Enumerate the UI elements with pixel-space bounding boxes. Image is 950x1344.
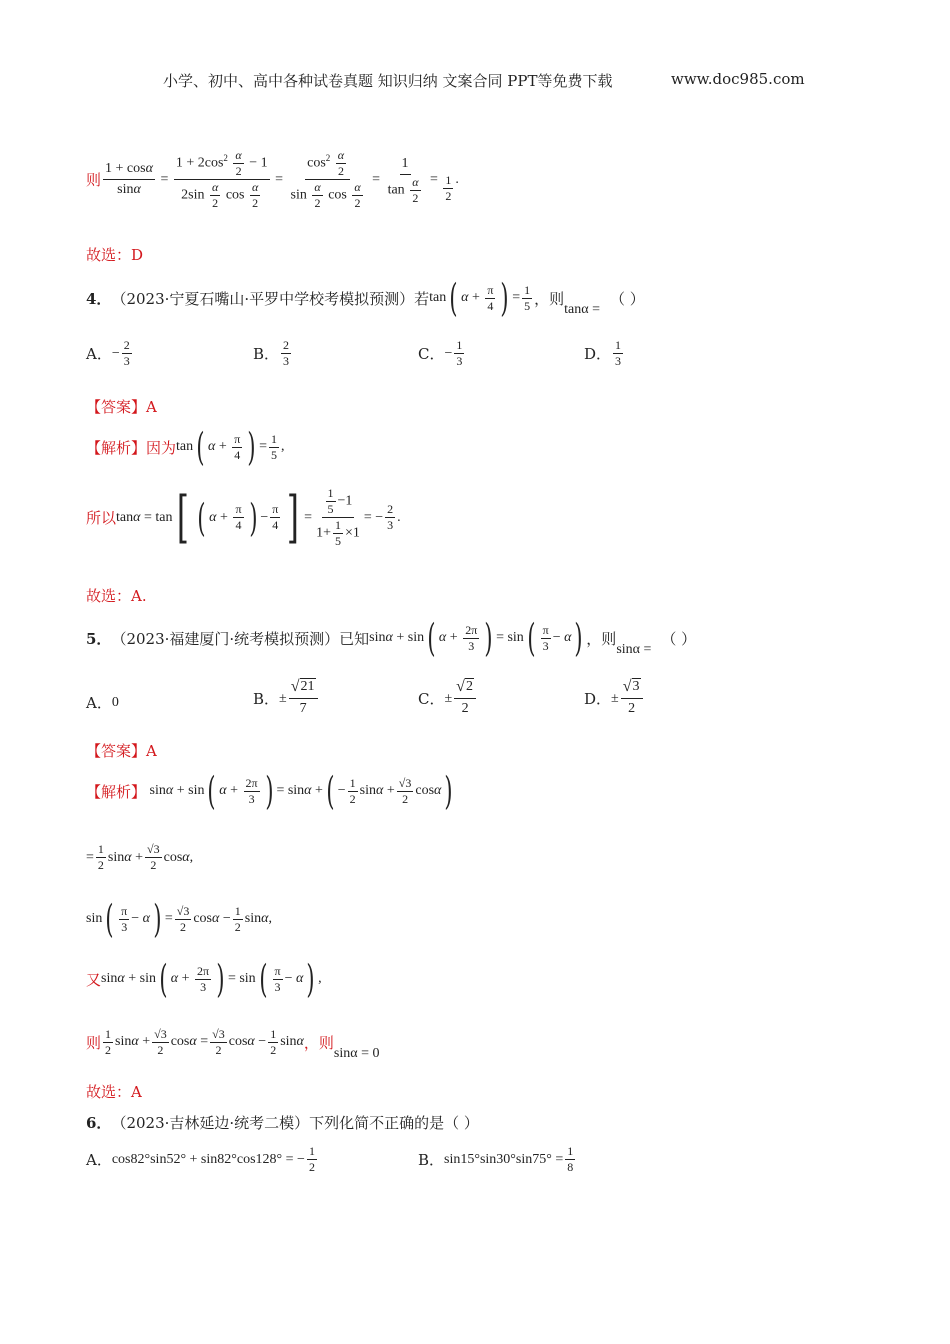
q5-source: （2023·福建厦门·统考模拟预测）已知 (111, 629, 370, 648)
option-num: 1 (567, 1144, 574, 1158)
q5-analysis-line1: 【解析】 sinα + sin ( α + $\frac{2\pi}{3}$ ) = sinα + ( − $\frac{1}{2}$ sinα + $\frac{√3}{2}$ cosα ) (86, 769, 453, 813)
option-pm: ± (279, 690, 287, 706)
answer-tag: 【答案】 (86, 742, 147, 760)
q4-option-a[interactable] (86, 338, 134, 369)
q5-analysis-line5: 则 $\frac{1}{2}$ sinα + $\frac{√3}{2}$ cosα = $\frac{√3}{2}$ cosα − $\frac{1}{2}$ sinα ，则 sinα = 0 (86, 1026, 380, 1061)
q5-choice: 故选：A (86, 1083, 142, 1101)
option-label: B． (253, 345, 280, 363)
q5-number: 5． (86, 629, 112, 648)
option-label: D． (584, 345, 612, 363)
intro-ze: 则 (86, 171, 102, 189)
q4-answer (86, 396, 157, 417)
option-den: 2 (308, 1160, 315, 1174)
q4-choice: 故选：A. (86, 587, 147, 605)
intro-result-den: 2 (445, 189, 452, 203)
q6-source: （2023·吉林延边·统考二模）下列化简不正确的是（ ） (111, 1114, 479, 1132)
option-den: 8 (567, 1160, 574, 1174)
q4-ask: tanα = (564, 302, 601, 317)
option-rad: 2 (465, 679, 473, 694)
option-num: 1 (615, 338, 622, 352)
q5-stem: 5． （2023·福建厦门·统考模拟预测）已知 sinα + sin ( α + $\frac{2\pi}{3}$ ) = sin ( $\frac{\pi}{3}$ − α ) ，则 sinα = （ ） (86, 616, 697, 660)
option-rad: 21 (300, 679, 315, 694)
q5-analysis-line2: = $\frac{1}{2}$ sinα + $\frac{√3}{2}$ cosα , (86, 842, 194, 872)
option-label: B． (418, 1151, 445, 1169)
q5-then: ，则 (586, 629, 617, 648)
q5-blank: （ ） (661, 629, 697, 648)
analysis-you: 又 (86, 970, 102, 989)
analysis-tag: 【解析】 (86, 782, 147, 801)
analysis-so: 所以 (86, 509, 117, 527)
option-den: 3 (123, 354, 130, 368)
q6-stem (86, 1112, 479, 1133)
option-den: 3 (615, 354, 622, 368)
option-label: D． (584, 690, 612, 708)
q5-analysis-line3: sin ( $\frac{\pi}{3}$ − α ) = $\frac{√3}{2}$ cosα − $\frac{1}{2}$ sinα , (86, 897, 272, 941)
option-sign: − (444, 345, 453, 361)
analysis-tag: 【解析】 (86, 438, 147, 457)
q4-option-c[interactable] (418, 338, 466, 369)
intro-result-num: 1 (445, 173, 452, 187)
answer-value: A (146, 742, 157, 760)
q5-option-a[interactable] (86, 692, 119, 713)
intro-end: . (455, 171, 459, 187)
option-den: 7 (299, 701, 307, 716)
option-sign: − (111, 345, 120, 361)
option-den: 3 (456, 354, 463, 368)
option-label: A． (86, 345, 112, 363)
q5-analysis-line4: 又 sinα + sin ( α + $\frac{2\pi}{3}$ ) = sin ( $\frac{\pi}{3}$ − α ) , (86, 957, 322, 1001)
q4-analysis-line1: 【解析】 因为 tan ( α + $\frac{\pi}{4}$ ) = $\frac{1}{5}$ , (86, 425, 285, 469)
option-num: 1 (456, 338, 463, 352)
header-text: 小学、初中、高中各种试卷真题 知识归纳 文案合同 PPT等免费下载 (163, 72, 613, 90)
option-text: sin15°sin30°sin75° = (444, 1151, 564, 1167)
option-pm: ± (611, 690, 619, 706)
option-label: C． (418, 345, 445, 363)
analysis-ze2: ，则 (303, 1033, 334, 1052)
q4-blank: （ ） (610, 289, 645, 308)
intro-formula: 则 $\frac{1 + \cos\alpha}{\sin\alpha}$ = $1 + 2\cos^2$ $\frac{\alpha}{2}$ − 1 2sin $\frac{\alpha}{2}$ cos $\frac{\alpha}{2}$ = $\cos^2$ $\frac{\alpha}{2}$ sin $\frac{\alpha}{2}$ cos $\frac{\alpha}{2}$ = 1 tan $\frac{\alpha}{2}$ = $\frac{1}{2}$ . (86, 148, 459, 210)
option-text: cos82°sin52° + sin82°cos128° = − (111, 1151, 305, 1167)
option-label: A． (86, 1151, 112, 1169)
answer-tag: 【答案】 (86, 398, 147, 416)
header-url[interactable]: www.doc985.com (671, 70, 805, 88)
q6-number: 6． (86, 1114, 112, 1132)
q6-option-a[interactable] (86, 1144, 319, 1175)
option-label: A． (86, 694, 112, 712)
q4-number: 4． (86, 289, 112, 308)
analysis-final: sinα = 0 (333, 1046, 380, 1061)
option-num: 1 (308, 1144, 315, 1158)
q4-then: ，则 (534, 289, 565, 308)
q3-choice: 故选：D (86, 246, 144, 264)
q4-source: （2023·宁夏石嘴山·平罗中学校考模拟预测）若 (111, 289, 430, 308)
q4-option-b[interactable] (253, 338, 293, 369)
q5-option-d[interactable]: D． ± √ 3 2 (584, 678, 645, 719)
q5-option-c[interactable]: C． ± √ 2 2 (418, 678, 478, 719)
option-den: 2 (628, 701, 636, 716)
q5-ask: sinα = (616, 642, 652, 657)
option-den: 3 (283, 354, 290, 368)
q4-stem: 4． （2023·宁夏石嘴山·平罗中学校考模拟预测）若 tan ( α + $\frac{\pi}{4}$ ) = $\frac{1}{5}$ ，则 tanα = （ ） (86, 276, 645, 320)
option-text: 0 (111, 694, 119, 710)
q5-option-b[interactable]: B． ± √ 21 7 (253, 678, 320, 719)
option-num: 2 (283, 338, 290, 352)
q4-analysis-line2: 所以 tanα = tan [ ( α + $\frac{\pi}{4}$ ) − $\frac{\pi}{4}$ ] = $\frac{1}{5}$ −1 1+ $\frac{1}{5}$ ×1 = − $\frac{2}{3}$ . (86, 484, 401, 550)
option-pm: ± (444, 690, 453, 706)
option-num: 2 (123, 338, 130, 352)
analysis-ze: 则 (86, 1033, 102, 1052)
option-label: B． (253, 690, 280, 708)
q6-option-b[interactable] (418, 1144, 577, 1175)
option-label: C． (418, 690, 445, 708)
option-den: 2 (461, 701, 469, 716)
option-rad: 3 (632, 679, 640, 694)
q4-option-d[interactable] (584, 338, 625, 369)
analysis-because: 因为 (146, 438, 177, 457)
q5-answer (86, 740, 157, 761)
answer-value: A (146, 398, 157, 416)
